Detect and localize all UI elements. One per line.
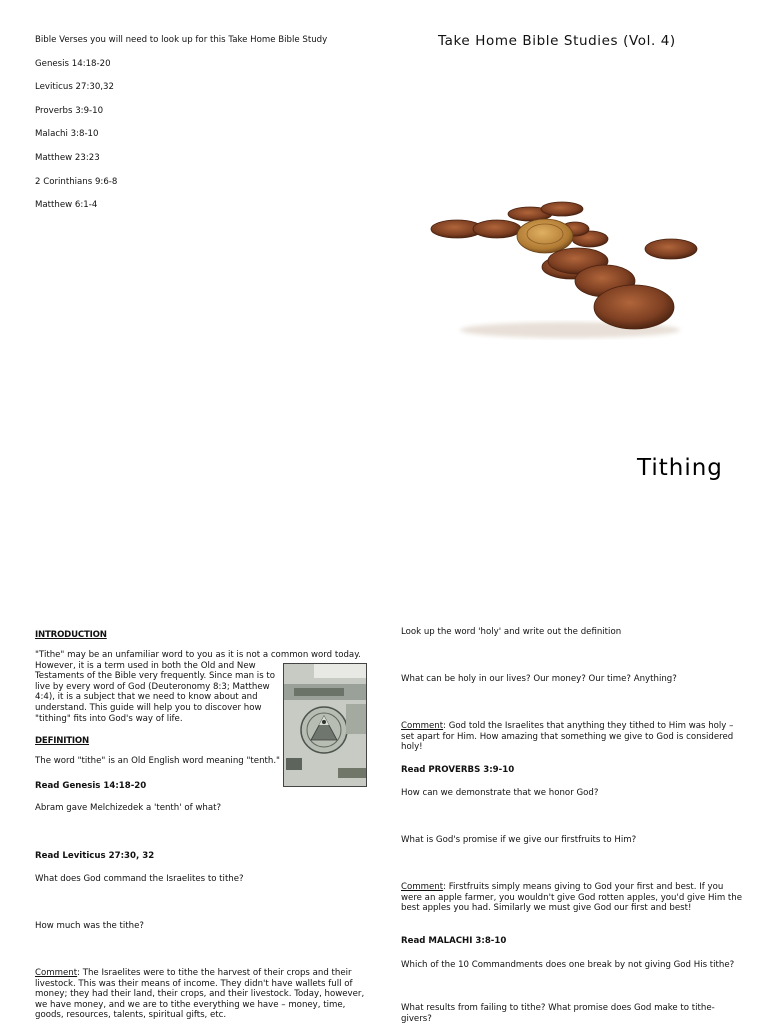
- comment-israelites: [35, 968, 375, 1021]
- comment-line: best apples you had. Similarly we must give God our first and best!: [401, 903, 692, 914]
- verse-item: Matthew 23:23: [35, 153, 100, 163]
- comment-line: set apart for Him. How amazing that something we give to God is considered: [401, 731, 734, 742]
- introduction-heading: INTRODUCTION: [35, 630, 107, 640]
- definition-text: The word "tithe" is an Old English word meaning "tenth.": [35, 756, 281, 766]
- comment-line: : The Israelites were to tithe the harvest of their crops and their: [77, 968, 352, 978]
- verse-item: Proverbs 3:9-10: [35, 106, 104, 116]
- read-genesis: Read Genesis 14:18-20: [35, 781, 147, 791]
- definition-heading: DEFINITION: [35, 736, 90, 746]
- question-melchizedek: Abram gave Melchizedek a 'tenth' of what?: [35, 803, 222, 813]
- read-malachi: Read MALACHI 3:8-10: [401, 936, 507, 946]
- verse-item: Genesis 14:18-20: [35, 59, 111, 69]
- intro-line: "tithing" fits into God's way of life.: [35, 713, 183, 724]
- verse-item: Malachi 3:8-10: [35, 129, 99, 139]
- verse-item: 2 Corinthians 9:6-8: [35, 177, 118, 187]
- question-commandment: Which of the 10 Commandments does one break by not giving God His tithe?: [401, 960, 735, 970]
- comment-label: Comment: [35, 968, 78, 978]
- intro-line: understand. This guide will help you to discover how: [35, 702, 262, 713]
- read-leviticus: Read Leviticus 27:30, 32: [35, 851, 155, 861]
- intro-line: Testaments of the Bible very frequently. Since man is to: [35, 671, 276, 682]
- comment-line: goods, resources, talents, spiritual gifts, etc.: [35, 1010, 227, 1021]
- question-honor-god: How can we demonstrate that we honor God?: [401, 788, 599, 798]
- question-line: givers?: [401, 1013, 432, 1024]
- question-command-tithe: What does God command the Israelites to tithe?: [35, 874, 244, 884]
- comment-line: : Firstfruits simply means giving to God your first and best. If you: [443, 882, 724, 892]
- comment-line: were an apple farmer, you wouldn't give God rotten apples, you'd give Him the: [401, 892, 743, 903]
- intro-line: However, it is a term used in both the Old and New: [35, 660, 256, 671]
- question-line: What results from failing to tithe? What promise does God make to tithe-: [401, 1003, 715, 1013]
- intro-line: 4:4), it is a subject that we need to know about and: [35, 692, 258, 703]
- intro-line: "Tithe" may be an unfamiliar word to you as it is not a common word today.: [35, 650, 361, 660]
- comment-line: livestock. This was their means of income. They didn't have wallets full of: [35, 978, 353, 989]
- coins-image: [420, 195, 710, 345]
- comment-line: : God told the Israelites that anything they tithed to Him was holy –: [443, 721, 734, 731]
- intro-line: live by every word of God (Deuteronomy 8:3; Matthew: [35, 681, 270, 692]
- comment-line: we have money, and we are to tithe everything we have – money, time,: [35, 999, 346, 1010]
- comment-line: money; they had their land, their crops, and their livestock. Today, however,: [35, 989, 365, 1000]
- question-how-much: How much was the tithe?: [35, 921, 144, 931]
- study-title: Tithing: [637, 455, 723, 481]
- dollar-bill-image: [283, 663, 367, 787]
- verse-item: Leviticus 27:30,32: [35, 82, 114, 92]
- comment-firstfruits: [401, 882, 746, 914]
- question-holy-definition: Look up the word 'holy' and write out the definition: [401, 627, 622, 637]
- comment-label: Comment: [401, 721, 444, 731]
- comment-holy: [401, 721, 741, 753]
- question-firstfruits-promise: What is God's promise if we give our firstfruits to Him?: [401, 835, 637, 845]
- read-proverbs: Read PROVERBS 3:9-10: [401, 765, 515, 775]
- series-title: Take Home Bible Studies (Vol. 4): [438, 33, 676, 49]
- question-failing-to-tithe: [401, 1003, 746, 1024]
- verse-item: Matthew 6:1-4: [35, 200, 98, 210]
- comment-line: holy!: [401, 742, 423, 753]
- verses-intro: Bible Verses you will need to look up for this Take Home Bible Study: [35, 35, 328, 45]
- comment-label: Comment: [401, 882, 444, 892]
- question-holy-in-lives: What can be holy in our lives? Our money? Our time? Anything?: [401, 674, 677, 684]
